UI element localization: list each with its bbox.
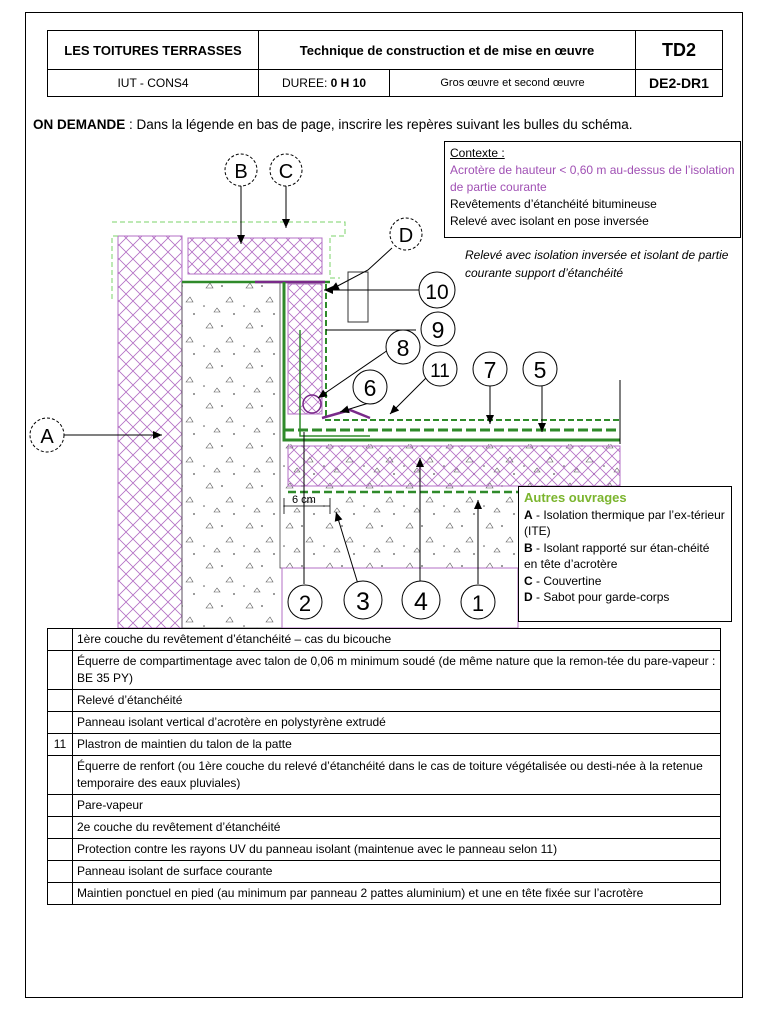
legend-number-input[interactable] [48,756,73,795]
legend-text: 1ère couche du revêtement d’étanchéité – cas du bicouche [73,629,721,651]
bubble-6 [353,370,387,404]
subject-title: Technique de construction et de mise en œuvre [259,31,636,70]
bubble-C [270,154,302,186]
legend-text: Équerre de compartimentage avec talon de 0,06 m minimum soudé (de même nature que la remon-tée du pare-vapeur : BE 35 PY) [73,651,721,690]
legend-number-input[interactable] [48,817,73,839]
legend-number-input[interactable] [48,629,73,651]
duration-value: 0 H 10 [330,76,367,90]
td-label: TD2 [636,31,723,70]
doc-code: DE2-DR1 [636,70,723,97]
acroterion-concrete [182,282,282,628]
legend-number-input[interactable] [48,795,73,817]
instruction-lead: ON DEMANDE [33,117,126,132]
legend-table [47,628,721,905]
legend-text: Équerre de renfort (ou 1ère couche du relevé d’étanchéité dans le cas de toiture végétalisée ou desti-née à la retenue temporaire des eaux pluviales) [73,756,721,795]
legend-number-input[interactable] [48,883,73,905]
bubble-10 [419,272,455,308]
svg-text:6: 6 [363,375,377,401]
svg-text:9: 9 [431,317,445,343]
legend-row [48,651,721,690]
legend-text: Panneau isolant vertical d’acrotère en polystyrène extrudé [73,712,721,734]
bubble-2 [288,585,322,619]
bubble-8 [386,330,420,364]
svg-text:D: D [398,225,414,247]
svg-text:A: A [40,426,54,448]
work-label: Gros œuvre et second œuvre [390,70,636,97]
legend-text: Panneau isolant de surface courante [73,861,721,883]
other-works-title: Autres ouvrages [524,490,627,505]
legend-number-input[interactable] [48,861,73,883]
legend-number-input[interactable] [48,712,73,734]
ite-insulation [118,236,182,628]
svg-text:11: 11 [430,361,450,382]
dimension-label: 6 cm [292,494,316,506]
other-work-item: D - Sabot pour garde-corps [524,590,670,604]
bubble-D [390,218,422,250]
context-line-3: Relevé avec isolant en pose inversée [450,214,649,228]
bubble-A [30,418,64,452]
legend-text: Maintien ponctuel en pied (au minimum par panneau 2 pattes aluminium) et une en tête fixée sur l’acrotère [73,883,721,905]
bubble-7 [473,352,507,386]
context-line-2: Revêtements d’étanchéité bitumineuse [450,197,657,211]
bubble-5 [523,352,557,386]
bubble-B [225,154,257,186]
school-label: IUT - CONS4 [48,70,259,97]
legend-text: Relevé d’étanchéité [73,690,721,712]
duration-label: DUREE: [281,76,331,90]
instruction-text: : Dans la légende en bas de page, inscrire les repères suivant les bulles du schéma. [125,117,633,132]
legend-number-input[interactable] [48,839,73,861]
bubble-3 [344,581,382,619]
context-line-1: Acrotère de hauteur < 0,60 m au-dessus de l’isolation de partie courante [450,163,735,194]
svg-text:5: 5 [533,357,547,383]
legend-row [48,795,721,817]
other-works-box [518,486,732,622]
other-work-item: A - Isolation thermique par l’ex-térieur (ITE) [524,507,725,538]
legend-text: Plastron de maintien du talon de la patte [73,734,721,756]
context-box [444,141,741,238]
other-work-item: B - Isolant rapporté sur étan-chéité en tête d’acrotère [524,540,710,571]
legend-row [48,839,721,861]
legend-row [48,756,721,795]
bib-plate [322,410,370,418]
roof-insulation [288,446,620,486]
top-insulation [188,238,322,274]
svg-text:1: 1 [471,591,485,616]
context-title: Contexte : [450,146,505,160]
bubble-11 [423,352,457,386]
bubble-9 [421,312,455,346]
svg-text:7: 7 [483,357,497,383]
drawing-caption: Relevé avec isolation inversée et isolant de partie courante support d’étanchéité [465,248,729,280]
svg-text:B: B [234,161,248,183]
coping-edge [112,236,118,300]
vertical-insulation [288,284,322,414]
bubble-4 [402,581,440,619]
svg-text:C: C [278,161,294,183]
leader-D [330,248,392,290]
legend-row [48,883,721,905]
bubble-1 [461,585,495,619]
legend-row [48,629,721,651]
legend-text: Protection contre les rayons UV du panneau isolant (maintenue avec le panneau selon 11) [73,839,721,861]
svg-text:4: 4 [414,588,428,616]
legend-row [48,861,721,883]
legend-text: Pare-vapeur [73,795,721,817]
legend-number-input[interactable] [48,690,73,712]
legend-row [48,690,721,712]
svg-text:3: 3 [356,588,370,616]
legend-number-input[interactable] [48,651,73,690]
svg-text:2: 2 [298,591,312,616]
other-work-item: C - Couvertine [524,573,602,588]
legend-text: 2e couche du revêtement d’étanchéité [73,817,721,839]
legend-row [48,712,721,734]
svg-text:8: 8 [396,335,410,361]
course-title: LES TOITURES TERRASSES [48,31,259,70]
legend-number-input[interactable]: 11 [48,734,73,756]
svg-text:10: 10 [425,281,449,304]
legend-row [48,817,721,839]
legend-row [48,734,721,756]
